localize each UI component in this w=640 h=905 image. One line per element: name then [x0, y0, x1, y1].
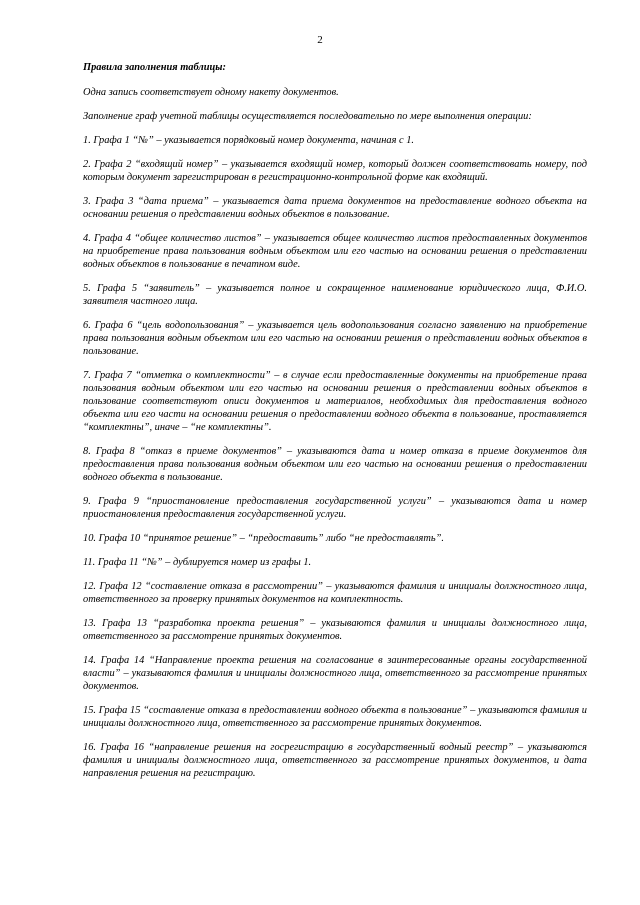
paragraph-column-14: 14. Графа 14 “Направление проекта решения на согласование в заинтересованные органы государственной власти” – указываются фамилия и инициалы должностного лица, ответственного за рассмотрение принятых документов. — [83, 655, 587, 692]
paragraph-column-5: 5. Графа 5 “заявитель” – указывается полное и сокращенное наименование юридического лица, Ф.И.О. заявителя частного лица. — [83, 283, 587, 307]
paragraph-column-16: 16. Графа 16 “направление решения на госрегистрацию в государственный водный реестр” – указываются фамилия и инициалы должностного лица, ответственного за рассмотрение принятых документов, и дата направления решения на регистрацию. — [83, 742, 587, 779]
paragraph-column-15: 15. Графа 15 “составление отказа в предоставлении водного объекта в пользование” – указываются фамилия и инициалы должностного лица, ответственного за рассмотрение принятых документов. — [83, 705, 587, 729]
section-heading: Правила заполнения таблицы: — [83, 62, 226, 73]
paragraph-column-7: 7. Графа 7 “отметка о комплектности” – в случае если предоставленные документы на приобретение права пользования водным объектом или его частью на основании решения о представлении водных объектов в пользование соответствуют описи документов и материалов, необходимых для предоставления водного объекта или его части на основании решения о предоставлении водного объекта в пользование, проставляется “комплектны”, иначе – “не комплектны”. — [83, 370, 587, 433]
intro-paragraph: Одна запись соответствует одному накету документов. — [83, 87, 339, 98]
paragraph-column-12: 12. Графа 12 “составление отказа в рассмотрении” – указываются фамилия и инициалы должностного лица, ответственного за проверку принятых документов на комплектность. — [83, 581, 587, 605]
paragraph-column-4: 4. Графа 4 “общее количество листов” – указывается общее количество листов предоставленных документов на приобретение права пользования водным объектом или его частью на основании решения о представлении водных объектов в пользование в печатном виде. — [83, 233, 587, 270]
paragraph-column-11: 11. Графа 11 “№” – дублируется номер из графы 1. — [83, 557, 312, 568]
paragraph-column-1: 1. Графа 1 “№” – указывается порядковый номер документа, начиная с 1. — [83, 135, 415, 146]
paragraph-column-6: 6. Графа 6 “цель водопользования” – указывается цель водопользования согласно заявлению на приобретение права пользования водным объектом или его частью на основании решения о представлении водных объектов в пользование. — [83, 320, 587, 357]
paragraph-column-8: 8. Графа 8 “отказ в приеме документов” – указываются дата и номер отказа в приеме документов для предоставления права пользования водным объектом или его частью на основании решения о предоставлении водного объекта в пользование. — [83, 446, 587, 483]
paragraph-fill-order: Заполнение граф учетной таблицы осуществляется последовательно по мере выполнения операции: — [83, 111, 532, 122]
paragraph-column-13: 13. Графа 13 “разработка проекта решения” – указываются фамилия и инициалы должностного лица, ответственного за рассмотрение принятых документов. — [83, 618, 587, 642]
page-number: 2 — [317, 34, 323, 46]
paragraph-column-3: 3. Графа 3 “дата приема” – указывается дата приема документов на предоставление водного объекта на основании решения о представлении водных объектов в пользование. — [83, 196, 587, 220]
paragraph-column-2: 2. Графа 2 “входящий номер” – указывается входящий номер, который должен соответствовать номеру, под которым документ зарегистрирован в регистрационно-контрольной форме как входящий. — [83, 159, 587, 183]
document-body — [83, 61, 587, 791]
paragraph-column-10: 10. Графа 10 “принятое решение” – “предоставить” либо “не предоставлять”. — [83, 533, 444, 544]
paragraph-column-9: 9. Графа 9 “приостановление предоставления государственной услуги” – указываются дата и номер приостановления предоставления государственной услуги. — [83, 496, 587, 520]
